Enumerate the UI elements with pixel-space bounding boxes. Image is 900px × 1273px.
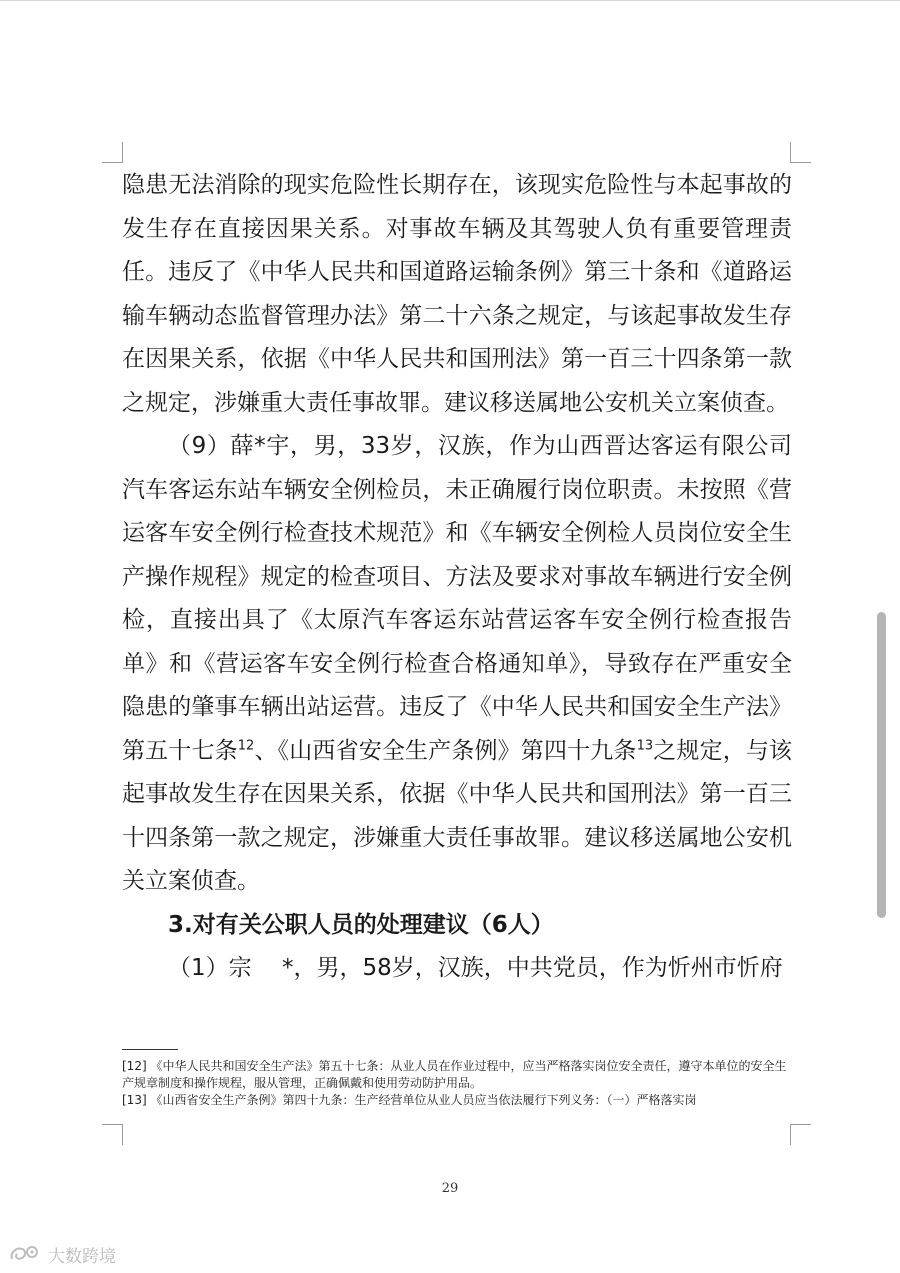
paragraph-text: 之规定，与该起事故发生存在因果关系，依据《中华人民共和国刑法》第一百三十四条第一款之规定，涉嫌重大责任事故罪。建议移送属地公安机关立案侦查。 <box>122 737 793 894</box>
footnotes <box>122 1058 792 1109</box>
footnote-ref-13[interactable]: 13 <box>636 737 654 753</box>
top-divider <box>0 0 900 1</box>
document-body <box>122 164 792 991</box>
crop-mark-bottom-right <box>790 1124 811 1145</box>
footnote-ref-12[interactable]: 12 <box>237 737 255 753</box>
paragraph-person-9 <box>122 425 792 904</box>
watermark-text: 大数跨境 <box>48 1246 116 1267</box>
scrollbar-thumb[interactable] <box>877 612 886 918</box>
footnote-12: [12] 《中华人民共和国安全生产法》第五十七条：从业人员在作业过程中，应当严格落实岗位安全责任，遵守本单位的安全生产规章制度和操作规程，服从管理，正确佩戴和使用劳动防护用品。 <box>122 1059 787 1090</box>
paragraph-continuation: 隐患无法消除的现实危险性长期存在，该现实危险性与本起事故的发生存在直接因果关系。对事故车辆及其驾驶人负有重要管理责任。违反了《中华人民共和国道路运输条例》第三十条和《道路运输车辆动态监督管理办法》第二十六条之规定，与该起事故发生存在因果关系，依据《中华人民共和国刑法》第一百三十四条第一款之规定，涉嫌重大责任事故罪。建议移送属地公安机关立案侦查。 <box>122 172 792 416</box>
paragraph-person-1: （1）宗 *，男，58岁，汉族，中共党员，作为忻州市忻府 <box>168 955 783 981</box>
paragraph-text: 、《山西省安全生产条例》第四十九条 <box>254 737 637 764</box>
footnote-separator <box>122 1049 178 1050</box>
watermark-logo-icon <box>8 1243 42 1265</box>
crop-mark-bottom-left <box>102 1124 123 1145</box>
page-number: 29 <box>441 1181 459 1196</box>
watermark <box>8 1240 116 1268</box>
crop-mark-top-right <box>790 142 811 163</box>
section-heading: 3.对有关公职人员的处理建议（6人） <box>168 911 554 938</box>
crop-mark-top-left <box>102 142 123 163</box>
paragraph-text: （9）薛*宇，男，33岁，汉族，作为山西晋达客运有限公司汽车客运东站车辆安全例检员，未正确履行岗位职责。未按照《营运客车安全例行检查技术规范》和《车辆安全例检人员岗位安全生产操作规程》规定的检查项目、方法及要求对事故车辆进行安全例检，直接出具了《太原汽车客运东站营运客车安全例行检查报告单》和《营运客车安全例行检查合格通知单》，导致存在严重安全隐患的肇事车辆出站运营。违反了《中华人民共和国安全生产法》第五十七条 <box>122 433 792 764</box>
footnote-13: [13] 《山西省安全生产条例》第四十九条：生产经营单位从业人员应当依法履行下列义务：（一）严格落实岗 <box>122 1093 697 1107</box>
